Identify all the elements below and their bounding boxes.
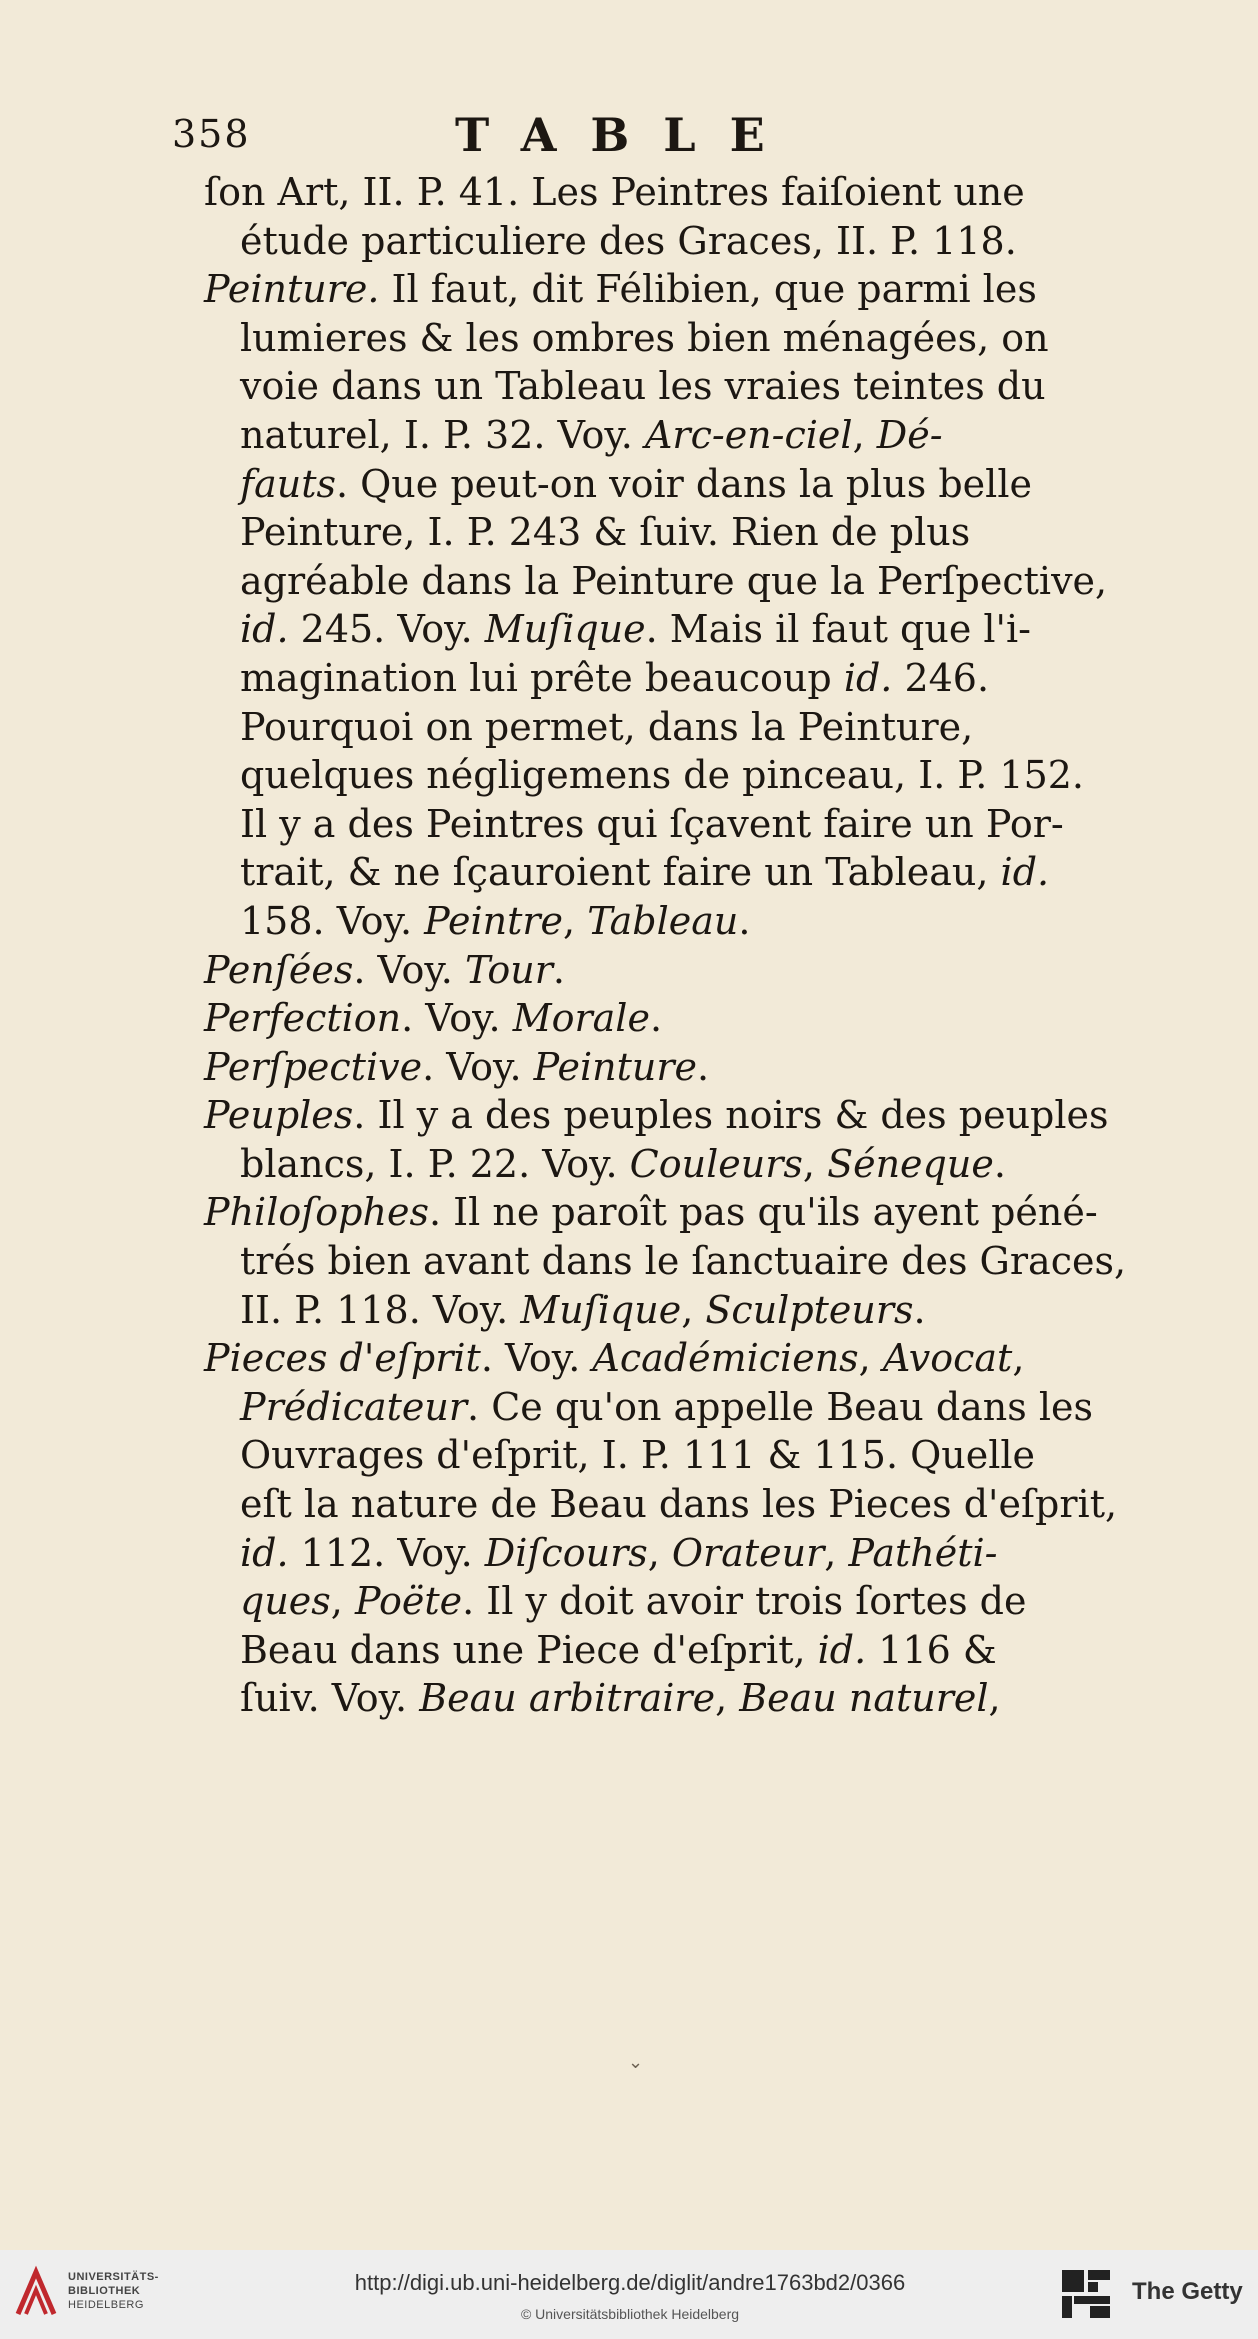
text-line bbox=[240, 1140, 1068, 1189]
text-line bbox=[240, 1237, 1127, 1286]
italic-run: id. bbox=[240, 607, 289, 652]
text-line bbox=[240, 460, 1068, 509]
text-run: . Que peut-on voir dans la plus belle bbox=[335, 461, 1032, 506]
text-line bbox=[240, 897, 1068, 946]
text-run: voie dans un Tableau les vraies teintes du bbox=[240, 364, 1046, 409]
text-run: . Il ne paroît pas qu'ils ayent péné- bbox=[428, 1190, 1098, 1235]
text-run: trait, & ne ſçauroient faire un Tableau, bbox=[240, 850, 1001, 895]
text-run: . Ce qu'on appelle Beau dans les bbox=[467, 1384, 1093, 1429]
italic-run: Beau arbitraire bbox=[419, 1676, 716, 1721]
text-run: . Voy. bbox=[401, 996, 513, 1041]
getty-logo-icon bbox=[1060, 2268, 1112, 2320]
text-line bbox=[240, 411, 1068, 460]
text-line bbox=[240, 1529, 1068, 1578]
italic-run: Perſpective bbox=[204, 1044, 423, 1089]
text-run: . Voy. bbox=[353, 947, 465, 992]
text-run: 245. Voy. bbox=[288, 607, 485, 652]
text-run: , bbox=[563, 898, 588, 943]
italic-run: Muſique bbox=[484, 607, 646, 652]
italic-run: Penſées bbox=[204, 947, 354, 992]
text-run: , bbox=[858, 1336, 883, 1381]
italic-run: Pieces d'eſprit bbox=[204, 1336, 481, 1381]
text-line bbox=[240, 751, 1084, 800]
text-line bbox=[240, 362, 1068, 411]
italic-run: Sculpteurs bbox=[705, 1287, 914, 1332]
index-entry bbox=[0, 1091, 1258, 1188]
text-run: étude particuliere des Graces, II. P. 118. bbox=[240, 218, 1017, 263]
text-run: , bbox=[715, 1676, 740, 1721]
text-run: magination lui prête beaucoup bbox=[240, 655, 844, 700]
text-line bbox=[240, 1577, 1068, 1626]
text-run: Pourquoi on permet, dans la Peinture, bbox=[240, 704, 974, 749]
permalink-url[interactable]: http://digi.ub.uni-heidelberg.de/diglit/andre1763bd2/0366 bbox=[354, 2270, 906, 2295]
italic-run: Morale bbox=[512, 996, 650, 1041]
text-line bbox=[204, 946, 1068, 995]
text-line bbox=[240, 605, 1068, 654]
running-head: TABLE bbox=[455, 108, 799, 162]
text-run: . bbox=[738, 898, 751, 943]
italic-run: id. bbox=[817, 1627, 867, 1672]
text-line bbox=[204, 994, 1068, 1043]
text-line bbox=[240, 1383, 1093, 1432]
university-logo-icon bbox=[12, 2264, 60, 2322]
index-text bbox=[0, 168, 1258, 1723]
getty-name: The Getty bbox=[1132, 2278, 1243, 2305]
italic-run: Dé- bbox=[876, 412, 943, 457]
text-line bbox=[240, 557, 1108, 606]
text-line bbox=[240, 1286, 1068, 1335]
text-run: , bbox=[802, 1141, 828, 1186]
text-line bbox=[204, 1091, 1109, 1140]
text-run: . bbox=[649, 996, 663, 1041]
italic-run: Peinture bbox=[533, 1044, 698, 1089]
text-line bbox=[240, 848, 1068, 897]
text-line bbox=[204, 1334, 1068, 1383]
text-run: . Il y doit avoir trois ſortes de bbox=[462, 1579, 1027, 1624]
text-line bbox=[204, 168, 1068, 217]
text-run: Peinture, I. P. 243 & ſuiv. Rien de plus bbox=[240, 510, 971, 555]
text-line bbox=[204, 1043, 1068, 1092]
text-line bbox=[240, 800, 1068, 849]
index-entry bbox=[0, 946, 1258, 995]
text-run: eſt la nature de Beau dans les Pieces d'eſprit, bbox=[240, 1482, 1118, 1527]
index-entry bbox=[0, 265, 1258, 945]
italic-run: Séneque bbox=[827, 1141, 994, 1186]
text-run: Ouvrages d'eſprit, I. P. 111 & 115. Quelle bbox=[240, 1433, 1036, 1478]
text-run: II. P. 118. Voy. bbox=[240, 1287, 521, 1332]
text-run: Il faut, dit Félibien, que parmi les bbox=[379, 267, 1037, 312]
text-run: . bbox=[993, 1141, 1006, 1186]
index-entry bbox=[0, 1334, 1258, 1723]
text-line bbox=[204, 265, 1068, 314]
italic-run: Pathéti- bbox=[848, 1530, 998, 1575]
text-run: trés bien avant dans le ſanctuaire des Graces, bbox=[240, 1239, 1127, 1284]
text-run: , bbox=[681, 1287, 706, 1332]
italic-run: Orateur bbox=[671, 1530, 825, 1575]
text-run: , bbox=[647, 1530, 672, 1575]
text-run: ſon Art, II. P. 41. Les Peintres faiſoient une bbox=[204, 170, 1025, 214]
italic-run: Peuples bbox=[204, 1093, 354, 1138]
text-run: , bbox=[330, 1579, 355, 1624]
university-name: UNIVERSITÄTS- BIBLIOTHEK HEIDELBERG bbox=[68, 2271, 159, 2311]
end-ornament: ⌄ bbox=[628, 2052, 644, 2073]
text-run: , bbox=[988, 1676, 1001, 1721]
italic-run: fauts bbox=[240, 461, 336, 506]
text-line bbox=[240, 314, 1068, 363]
index-entry bbox=[0, 994, 1258, 1043]
text-run: 112. Voy. bbox=[288, 1530, 485, 1575]
italic-run: Prédicateur bbox=[240, 1384, 468, 1429]
text-run: ſuiv. Voy. bbox=[240, 1676, 420, 1721]
italic-run: id. bbox=[240, 1530, 289, 1575]
text-line bbox=[240, 217, 1068, 266]
text-line bbox=[240, 1480, 1118, 1529]
text-run: Beau dans une Piece d'eſprit, bbox=[240, 1627, 818, 1672]
text-line bbox=[240, 1674, 1068, 1723]
copyright-notice: © Universitätsbibliothek Heidelberg bbox=[520, 2306, 740, 2322]
text-run: . Il y a des peuples noirs & des peuples bbox=[353, 1093, 1109, 1138]
text-run: . Voy. bbox=[480, 1336, 593, 1381]
italic-run: id. bbox=[1000, 850, 1050, 895]
italic-run: Poëte bbox=[354, 1579, 463, 1624]
index-entry bbox=[0, 1188, 1258, 1334]
italic-run: id. bbox=[843, 655, 893, 700]
text-run: Il y a des Peintres qui ſçavent faire un Por- bbox=[240, 801, 1064, 846]
text-run: . Mais il faut que l'i- bbox=[645, 607, 1031, 652]
italic-run: Diſcours bbox=[484, 1530, 648, 1575]
text-run: 246. bbox=[892, 655, 990, 700]
italic-run: Couleurs bbox=[629, 1141, 803, 1186]
text-run: . bbox=[913, 1287, 926, 1332]
italic-run: Philoſophes bbox=[204, 1190, 429, 1235]
text-line bbox=[240, 508, 1068, 557]
text-run: , bbox=[824, 1530, 849, 1575]
italic-run: Beau naturel bbox=[739, 1676, 989, 1721]
italic-run: Peintre bbox=[424, 898, 564, 943]
text-run: . bbox=[697, 1044, 710, 1089]
text-run: 158. Voy. bbox=[240, 898, 425, 943]
italic-run: Peinture. bbox=[204, 267, 380, 312]
text-run: , bbox=[852, 412, 877, 457]
italic-run: Arc-en-ciel bbox=[644, 412, 853, 457]
page-number: 358 bbox=[172, 112, 251, 156]
text-line bbox=[240, 654, 1068, 703]
text-run: agréable dans la Peinture que la Perſpective, bbox=[240, 558, 1108, 603]
index-entry bbox=[0, 168, 1258, 265]
text-run: blancs, I. P. 22. Voy. bbox=[240, 1141, 630, 1186]
text-run: quelques négligemens de pinceau, I. P. 152. bbox=[240, 753, 1084, 798]
text-run: . Voy. bbox=[422, 1044, 534, 1089]
text-run: lumieres & les ombres bien ménagées, on bbox=[240, 315, 1049, 360]
text-line bbox=[204, 1188, 1098, 1237]
italic-run: ques bbox=[240, 1579, 331, 1624]
text-run: naturel, I. P. 32. Voy. bbox=[240, 412, 645, 457]
italic-run: Académiciens bbox=[592, 1336, 859, 1381]
text-line bbox=[240, 1626, 1068, 1675]
text-run: . bbox=[552, 947, 565, 992]
italic-run: Avocat bbox=[882, 1336, 1013, 1381]
viewer-footer bbox=[0, 2250, 1258, 2339]
italic-run: Tableau bbox=[587, 898, 739, 943]
text-line bbox=[240, 703, 1068, 752]
italic-run: Perfection bbox=[204, 996, 402, 1041]
text-run: 116 & bbox=[866, 1627, 997, 1672]
text-run: , bbox=[1012, 1336, 1025, 1381]
index-entry bbox=[0, 1043, 1258, 1092]
text-line bbox=[240, 1431, 1068, 1480]
italic-run: Muſique bbox=[520, 1287, 682, 1332]
italic-run: Tour bbox=[464, 947, 553, 992]
